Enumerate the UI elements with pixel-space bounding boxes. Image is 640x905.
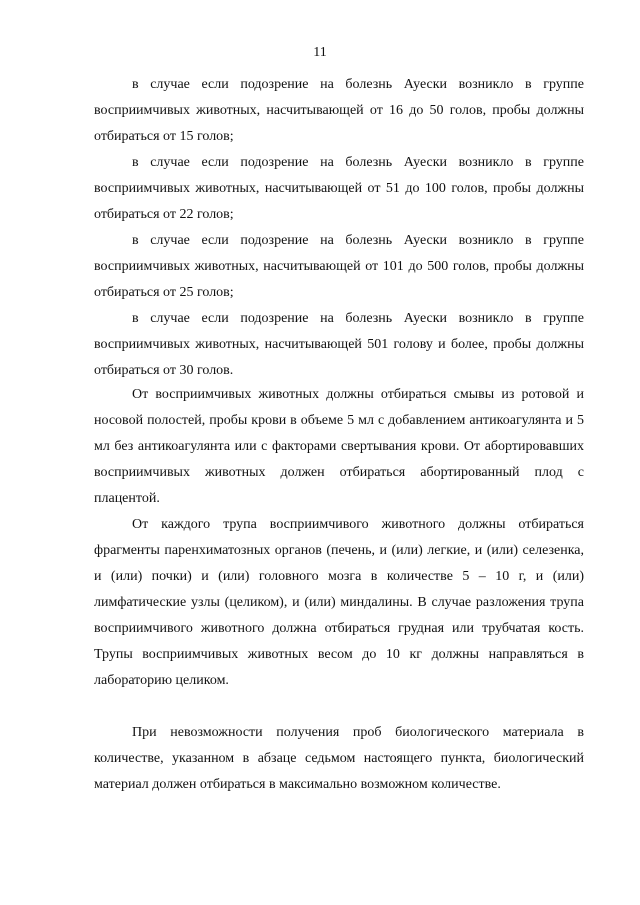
- page-number: 11: [313, 45, 327, 60]
- paragraph-4: в случае если подозрение на болезнь Ауески возникло в группе восприимчивых животных, насчитывающей 501 голову и более, пробы должны отбираться от 30 голов.: [94, 311, 584, 378]
- body-text-5: [94, 382, 584, 512]
- paragraph-7: При невозможности получения проб биологического материала в количестве, указанном в абзаце седьмом настоящего пункта, биологический материал должен отбираться в максимально возможном количестве.: [94, 725, 584, 792]
- body-text-2: [94, 150, 584, 228]
- body-text-6: [94, 512, 584, 694]
- body-text-4: [94, 306, 584, 384]
- paragraph-5: От восприимчивых животных должны отбираться смывы из ротовой и носовой полостей, пробы крови в объеме 5 мл с добавлением антикоагулянта и 5 мл без антикоагулянта или с факторами свертывания крови. От абортировавших восприимчивых животных должен отбираться абортированный плод с плацентой.: [94, 387, 584, 506]
- paragraph-2: в случае если подозрение на болезнь Ауески возникло в группе восприимчивых животных, насчитывающей от 51 до 100 голов, пробы должны отбираться от 22 голов;: [94, 155, 584, 222]
- body-text-1: [94, 72, 584, 150]
- body-text-3: [94, 228, 584, 306]
- body-text-7: [94, 720, 584, 798]
- paragraph-1: в случае если подозрение на болезнь Ауески возникло в группе восприимчивых животных, насчитывающей от 16 до 50 голов, пробы должны отбираться от 15 голов;: [94, 77, 584, 144]
- paragraph-3: в случае если подозрение на болезнь Ауески возникло в группе восприимчивых животных, насчитывающей от 101 до 500 голов, пробы должны отбираться от 25 голов;: [94, 233, 584, 300]
- paragraph-6: От каждого трупа восприимчивого животного должны отбираться фрагменты паренхиматозных органов (печень, и (или) легкие, и (или) селезенка, и (или) почки) и (или) головного мозга в количестве 5 – 10 г, и (или) лимфатические узлы (целиком), и (или) миндалины. В случае разложения трупа восприимчивого животного должна отбираться грудная или трубчатая кость. Трупы восприимчивых животных весом до 10 кг должны направляться в лабораторию целиком.: [94, 517, 584, 688]
